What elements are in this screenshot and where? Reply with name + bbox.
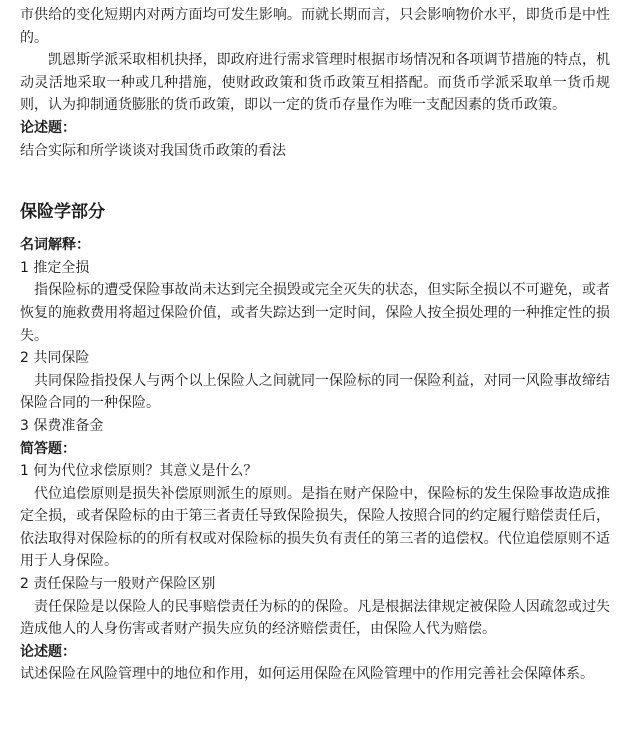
question-2-title: 2 责任保险与一般财产保险区别 bbox=[20, 576, 216, 593]
terms-label: 名词解释： bbox=[20, 237, 90, 254]
question-1-answer: 代位追偿原则是损失补偿原则派生的原则。是指在财产保险中，保险标的发生保险事故造成推定全损，或者保险标的由于第三者责任导致保险损失，保险人按照合同的约定履行赔偿责任后，依法取得对保险标的的所有权或对保险标的损失负有责任的第三者的追偿权。代位追偿原则不适用于人身保险。 bbox=[20, 485, 610, 570]
term-1-definition: 指保险标的遭受保险事故尚未达到完全损毁或完全灭失的状态，但实际全损以不可避免，或者恢复的施救费用将超过保险价值，或者失踪达到一定时间，保险人按全损处理的一种推定性的损失。 bbox=[20, 282, 610, 344]
question-1-title: 1 何为代位求偿原则？其意义是什么？ bbox=[20, 463, 258, 480]
finance-essay-label: 论述题： bbox=[20, 119, 76, 136]
monetary-neutrality-paragraph: 市供给的变化短期内对两方面均可发生影响。而就长期而言，只会影响物价水平，即货币是中性的。 bbox=[20, 7, 610, 46]
insurance-essay-label: 论述题： bbox=[20, 643, 76, 660]
keynes-vs-monetarist-paragraph: 凯恩斯学派采取相机抉择，即政府进行需求管理时根据市场情况和各项调节措施的特点，机动灵活地采取一种或几种措施，使财政政策和货币政策互相搭配。而货币学派采取单一货币规则，认为抑制通货膨胀的货币政策，即以一定的货币存量作为唯一支配因素的货币政策。 bbox=[20, 52, 610, 114]
question-2-answer: 责任保险是以保险人的民事赔偿责任为标的的保险。凡是根据法律规定被保险人因疏忽或过失造成他人的人身伤害或者财产损失应负的经济赔偿责任，由保险人代为赔偿。 bbox=[20, 598, 610, 638]
insurance-essay-question: 试述保险在风险管理中的地位和作用，如何运用保险在风险管理中的作用完善社会保障体系。 bbox=[20, 666, 594, 683]
term-2-definition: 共同保险指投保人与两个以上保险人之间就同一保险标的同一保险利益，对同一风险事故缔结保险合同的一种保险。 bbox=[20, 372, 610, 412]
term-1-title: 1 推定全损 bbox=[20, 259, 90, 276]
term-3-title: 3 保费准备金 bbox=[20, 417, 104, 434]
document-page bbox=[20, 4, 610, 686]
finance-essay-question: 结合实际和所学谈谈对我国货币政策的看法 bbox=[20, 142, 286, 159]
term-2-title: 2 共同保险 bbox=[20, 350, 90, 367]
insurance-section-title: 保险学部分 bbox=[20, 202, 105, 223]
short-answer-label: 简答题： bbox=[20, 440, 76, 457]
